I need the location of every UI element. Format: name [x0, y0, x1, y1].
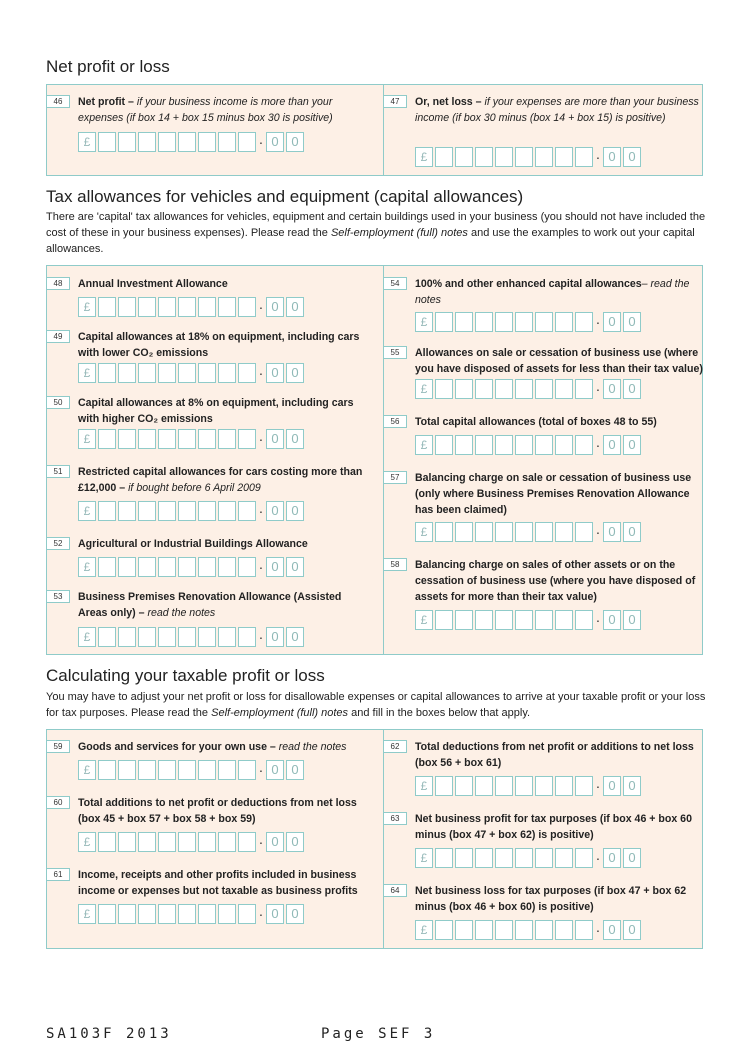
digit-box[interactable] — [178, 627, 196, 647]
digit-box[interactable] — [495, 920, 513, 940]
digit-box[interactable] — [158, 132, 176, 152]
digit-box[interactable] — [535, 848, 553, 868]
digit-box[interactable] — [455, 379, 473, 399]
field-label: Net business profit for tax purposes (if box 46 + box 60 minus (box 47 + box 62) is positive) — [415, 813, 692, 841]
currency-symbol: £ — [415, 379, 433, 399]
box-number: 46 — [46, 95, 70, 108]
intro-taxable: You may have to adjust your net profit or loss for disallowable expenses or capital allowances to arrive at your taxable profit or your loss for tax purposes. Please read the Self-employment (full) notes and fill in the boxes below that apply. — [46, 691, 706, 719]
pence-box: 0 — [603, 379, 621, 399]
field-label: Capital allowances at 18% on equipment, including cars with lower CO₂ emissions — [78, 331, 360, 359]
field-label: Total deductions from net profit or additions to net loss (box 56 + box 61) — [415, 741, 694, 769]
currency-symbol: £ — [415, 848, 433, 868]
digit-box[interactable] — [475, 920, 493, 940]
digit-box[interactable] — [435, 848, 453, 868]
digit-box[interactable] — [158, 557, 176, 577]
box-number: 64 — [383, 884, 407, 897]
digit-box[interactable] — [158, 363, 176, 383]
digit-box[interactable] — [98, 501, 116, 521]
digit-box[interactable] — [138, 363, 156, 383]
digit-box[interactable] — [118, 297, 136, 317]
digit-box[interactable] — [238, 627, 256, 647]
digit-box[interactable] — [455, 848, 473, 868]
digit-box[interactable] — [218, 627, 236, 647]
pence-box: 0 — [266, 760, 284, 780]
digit-box[interactable] — [198, 429, 216, 449]
digit-box[interactable] — [218, 297, 236, 317]
form-id: SA103F 2013 — [46, 1026, 172, 1042]
digit-box[interactable] — [535, 776, 553, 796]
field-label: Annual Investment Allowance — [78, 278, 228, 290]
digit-box[interactable] — [575, 776, 593, 796]
digit-box[interactable] — [118, 904, 136, 924]
currency-symbol: £ — [415, 776, 433, 796]
pence-box: 0 — [286, 557, 304, 577]
digit-box[interactable] — [198, 297, 216, 317]
digit-box[interactable] — [98, 132, 116, 152]
digit-box[interactable] — [495, 776, 513, 796]
digit-box[interactable] — [515, 435, 533, 455]
amount-input[interactable] — [78, 556, 306, 578]
amount-input[interactable] — [78, 759, 306, 781]
digit-box[interactable] — [575, 610, 593, 630]
digit-box[interactable] — [555, 848, 573, 868]
decimal-point: · — [258, 299, 264, 315]
digit-box[interactable] — [158, 627, 176, 647]
digit-box[interactable] — [98, 429, 116, 449]
decimal-point: · — [595, 778, 601, 794]
digit-box[interactable] — [475, 312, 493, 332]
digit-box[interactable] — [555, 312, 573, 332]
box-number: 53 — [46, 590, 70, 603]
decimal-point: · — [595, 381, 601, 397]
digit-box[interactable] — [455, 776, 473, 796]
field-label: Net business loss for tax purposes (if box 47 + box 62 minus (box 46 + box 60) is positive) — [415, 885, 687, 913]
box-number: 49 — [46, 330, 70, 343]
digit-box[interactable] — [435, 776, 453, 796]
pence-box: 0 — [623, 379, 641, 399]
digit-box[interactable] — [475, 776, 493, 796]
field-label: Total additions to net profit or deductions from net loss (box 45 + box 57 + box 58 + box 59) — [78, 797, 357, 825]
digit-box[interactable] — [218, 904, 236, 924]
digit-box[interactable] — [238, 832, 256, 852]
digit-box[interactable] — [178, 363, 196, 383]
digit-box[interactable] — [138, 904, 156, 924]
field-label: Balancing charge on sales of other assets or on the cessation of business use (where you have disposed of assets for more than their tax value) — [415, 559, 696, 603]
digit-box[interactable] — [535, 610, 553, 630]
decimal-point: · — [595, 524, 601, 540]
amount-input[interactable] — [415, 434, 643, 456]
currency-symbol: £ — [78, 297, 96, 317]
decimal-point: · — [258, 906, 264, 922]
digit-box[interactable] — [118, 501, 136, 521]
amount-input[interactable] — [415, 378, 643, 400]
digit-box[interactable] — [198, 760, 216, 780]
box-number: 62 — [383, 740, 407, 753]
digit-box[interactable] — [238, 557, 256, 577]
digit-box[interactable] — [218, 363, 236, 383]
digit-box[interactable] — [138, 501, 156, 521]
digit-box[interactable] — [495, 610, 513, 630]
currency-symbol: £ — [415, 920, 433, 940]
box-number: 60 — [46, 796, 70, 809]
amount-input[interactable] — [78, 626, 306, 648]
digit-box[interactable] — [178, 760, 196, 780]
decimal-point: · — [258, 559, 264, 575]
decimal-point: · — [595, 437, 601, 453]
pence-box: 0 — [603, 848, 621, 868]
pence-box: 0 — [286, 501, 304, 521]
digit-box[interactable] — [455, 522, 473, 542]
pence-box: 0 — [623, 522, 641, 542]
box-number: 47 — [383, 95, 407, 108]
amount-input[interactable] — [415, 919, 643, 941]
box-number: 63 — [383, 812, 407, 825]
digit-box[interactable] — [555, 379, 573, 399]
panel-divider — [383, 266, 384, 654]
box-number: 51 — [46, 465, 70, 478]
digit-box[interactable] — [535, 147, 553, 167]
pence-box: 0 — [286, 832, 304, 852]
pence-box: 0 — [266, 904, 284, 924]
box-number: 61 — [46, 868, 70, 881]
pence-box: 0 — [266, 557, 284, 577]
digit-box[interactable] — [575, 435, 593, 455]
digit-box[interactable] — [118, 363, 136, 383]
digit-box[interactable] — [455, 920, 473, 940]
currency-symbol: £ — [78, 501, 96, 521]
digit-box[interactable] — [118, 557, 136, 577]
digit-box[interactable] — [198, 132, 216, 152]
digit-box[interactable] — [238, 132, 256, 152]
field-label: Net profit – if your business income is more than your expenses (if box 14 + box 15 minus box 30 is positive) — [78, 96, 333, 124]
currency-symbol: £ — [415, 435, 433, 455]
digit-box[interactable] — [178, 557, 196, 577]
field-label: Total capital allowances (total of boxes 48 to 55) — [415, 416, 657, 428]
pence-box: 0 — [286, 363, 304, 383]
digit-box[interactable] — [515, 522, 533, 542]
digit-box[interactable] — [158, 760, 176, 780]
box-number: 50 — [46, 396, 70, 409]
pence-box: 0 — [623, 848, 641, 868]
pence-box: 0 — [286, 132, 304, 152]
digit-box[interactable] — [535, 379, 553, 399]
digit-box[interactable] — [118, 132, 136, 152]
pence-box: 0 — [266, 429, 284, 449]
page-number: Page SEF 3 — [321, 1026, 436, 1042]
field-label: Restricted capital allowances for cars costing more than £12,000 – if bought before 6 April 2009 — [78, 466, 363, 494]
pence-box: 0 — [603, 776, 621, 796]
digit-box[interactable] — [98, 297, 116, 317]
pence-box: 0 — [266, 501, 284, 521]
amount-input[interactable] — [415, 775, 643, 797]
decimal-point: · — [258, 134, 264, 150]
digit-box[interactable] — [218, 557, 236, 577]
amount-input[interactable] — [415, 311, 643, 333]
digit-box[interactable] — [575, 379, 593, 399]
digit-box[interactable] — [198, 363, 216, 383]
pence-box: 0 — [603, 312, 621, 332]
amount-input[interactable] — [415, 146, 643, 168]
digit-box[interactable] — [118, 429, 136, 449]
field-label: Capital allowances at 8% on equipment, including cars with higher CO₂ emissions — [78, 397, 354, 425]
digit-box[interactable] — [138, 557, 156, 577]
digit-box[interactable] — [515, 379, 533, 399]
digit-box[interactable] — [435, 379, 453, 399]
decimal-point: · — [258, 365, 264, 381]
currency-symbol: £ — [78, 557, 96, 577]
digit-box[interactable] — [138, 429, 156, 449]
currency-symbol: £ — [415, 312, 433, 332]
digit-box[interactable] — [475, 610, 493, 630]
digit-box[interactable] — [178, 132, 196, 152]
digit-box[interactable] — [515, 848, 533, 868]
digit-box[interactable] — [98, 557, 116, 577]
field-label: Goods and services for your own use – read the notes — [78, 741, 347, 753]
digit-box[interactable] — [98, 904, 116, 924]
digit-box[interactable] — [555, 610, 573, 630]
pence-box: 0 — [266, 832, 284, 852]
digit-box[interactable] — [435, 610, 453, 630]
digit-box[interactable] — [535, 920, 553, 940]
digit-box[interactable] — [475, 848, 493, 868]
digit-box[interactable] — [178, 904, 196, 924]
digit-box[interactable] — [575, 920, 593, 940]
pence-box: 0 — [623, 435, 641, 455]
digit-box[interactable] — [535, 435, 553, 455]
digit-box[interactable] — [575, 312, 593, 332]
pence-box: 0 — [266, 363, 284, 383]
currency-symbol: £ — [78, 363, 96, 383]
digit-box[interactable] — [575, 848, 593, 868]
digit-box[interactable] — [495, 435, 513, 455]
box-number: 59 — [46, 740, 70, 753]
decimal-point: · — [258, 629, 264, 645]
currency-symbol: £ — [78, 832, 96, 852]
digit-box[interactable] — [575, 522, 593, 542]
box-number: 48 — [46, 277, 70, 290]
pence-box: 0 — [266, 132, 284, 152]
currency-symbol: £ — [415, 522, 433, 542]
digit-box[interactable] — [455, 610, 473, 630]
digit-box[interactable] — [455, 147, 473, 167]
amount-input[interactable] — [78, 428, 306, 450]
box-number: 55 — [383, 346, 407, 359]
section-heading-net: Net profit or loss — [46, 57, 170, 76]
digit-box[interactable] — [118, 832, 136, 852]
decimal-point: · — [595, 314, 601, 330]
digit-box[interactable] — [435, 147, 453, 167]
section-heading-taxable: Calculating your taxable profit or loss — [46, 666, 325, 685]
pence-box: 0 — [286, 429, 304, 449]
digit-box[interactable] — [555, 522, 573, 542]
field-label: Balancing charge on sale or cessation of business use (only where Business Premises Renovation Allowance has been claimed) — [415, 472, 692, 516]
digit-box[interactable] — [455, 312, 473, 332]
box-number: 52 — [46, 537, 70, 550]
box-number: 54 — [383, 277, 407, 290]
pence-box: 0 — [286, 760, 304, 780]
digit-box[interactable] — [435, 522, 453, 542]
digit-box[interactable] — [435, 312, 453, 332]
digit-box[interactable] — [138, 832, 156, 852]
pence-box: 0 — [623, 312, 641, 332]
intro-capital: There are 'capital' tax allowances for vehicles, equipment and certain buildings used in your business (you should not have included the cost of these in your business expenses). Please read the Self-employment (full) notes and use the examples to work out your capital allowances. — [46, 211, 706, 255]
digit-box[interactable] — [435, 920, 453, 940]
pence-box: 0 — [286, 904, 304, 924]
digit-box[interactable] — [475, 379, 493, 399]
digit-box[interactable] — [178, 501, 196, 521]
digit-box[interactable] — [158, 501, 176, 521]
pence-box: 0 — [603, 920, 621, 940]
digit-box[interactable] — [555, 147, 573, 167]
digit-box[interactable] — [98, 832, 116, 852]
currency-symbol: £ — [415, 610, 433, 630]
digit-box[interactable] — [198, 832, 216, 852]
digit-box[interactable] — [238, 904, 256, 924]
digit-box[interactable] — [178, 832, 196, 852]
field-label: Allowances on sale or cessation of business use (where you have disposed of assets for less than their tax value) — [415, 347, 703, 375]
digit-box[interactable] — [515, 147, 533, 167]
digit-box[interactable] — [455, 435, 473, 455]
digit-box[interactable] — [138, 627, 156, 647]
field-label: Agricultural or Industrial Buildings Allowance — [78, 538, 308, 550]
digit-box[interactable] — [198, 501, 216, 521]
currency-symbol: £ — [78, 132, 96, 152]
digit-box[interactable] — [198, 627, 216, 647]
digit-box[interactable] — [475, 435, 493, 455]
digit-box[interactable] — [238, 363, 256, 383]
box-number: 58 — [383, 558, 407, 571]
currency-symbol: £ — [415, 147, 433, 167]
digit-box[interactable] — [555, 435, 573, 455]
pence-box: 0 — [603, 610, 621, 630]
digit-box[interactable] — [198, 904, 216, 924]
digit-box[interactable] — [238, 501, 256, 521]
amount-input[interactable] — [78, 296, 306, 318]
decimal-point: · — [258, 503, 264, 519]
digit-box[interactable] — [515, 312, 533, 332]
digit-box[interactable] — [238, 429, 256, 449]
digit-box[interactable] — [98, 363, 116, 383]
amount-input[interactable] — [415, 847, 643, 869]
decimal-point: · — [258, 762, 264, 778]
digit-box[interactable] — [555, 920, 573, 940]
digit-box[interactable] — [238, 760, 256, 780]
pence-box: 0 — [603, 147, 621, 167]
decimal-point: · — [258, 431, 264, 447]
amount-input[interactable] — [78, 831, 306, 853]
amount-input[interactable] — [78, 903, 306, 925]
digit-box[interactable] — [98, 760, 116, 780]
digit-box[interactable] — [218, 501, 236, 521]
digit-box[interactable] — [218, 132, 236, 152]
digit-box[interactable] — [218, 832, 236, 852]
pence-box: 0 — [603, 522, 621, 542]
decimal-point: · — [595, 149, 601, 165]
digit-box[interactable] — [515, 920, 533, 940]
digit-box[interactable] — [535, 522, 553, 542]
amount-input[interactable] — [415, 521, 643, 543]
digit-box[interactable] — [495, 312, 513, 332]
digit-box[interactable] — [515, 610, 533, 630]
pence-box: 0 — [266, 297, 284, 317]
field-label: Or, net loss – if your expenses are more than your business income (if box 30 minus (box 14 + box 15) is positive) — [415, 96, 699, 124]
digit-box[interactable] — [475, 147, 493, 167]
decimal-point: · — [595, 922, 601, 938]
digit-box[interactable] — [118, 627, 136, 647]
pence-box: 0 — [603, 435, 621, 455]
amount-input[interactable] — [415, 609, 643, 631]
digit-box[interactable] — [475, 522, 493, 542]
box-number: 57 — [383, 471, 407, 484]
pence-box: 0 — [286, 297, 304, 317]
digit-box[interactable] — [118, 760, 136, 780]
decimal-point: · — [258, 834, 264, 850]
digit-box[interactable] — [495, 848, 513, 868]
digit-box[interactable] — [238, 297, 256, 317]
currency-symbol: £ — [78, 904, 96, 924]
digit-box[interactable] — [435, 435, 453, 455]
pence-box: 0 — [623, 147, 641, 167]
digit-box[interactable] — [495, 147, 513, 167]
pence-box: 0 — [623, 610, 641, 630]
field-label: 100% and other enhanced capital allowances– read the notes — [415, 278, 690, 306]
digit-box[interactable] — [98, 627, 116, 647]
digit-box[interactable] — [158, 832, 176, 852]
digit-box[interactable] — [138, 760, 156, 780]
digit-box[interactable] — [138, 132, 156, 152]
amount-input[interactable] — [78, 500, 306, 522]
digit-box[interactable] — [178, 297, 196, 317]
digit-box[interactable] — [535, 312, 553, 332]
digit-box[interactable] — [495, 379, 513, 399]
currency-symbol: £ — [78, 760, 96, 780]
field-label: Income, receipts and other profits included in business income or expenses but not taxable as business profits — [78, 869, 358, 897]
digit-box[interactable] — [495, 522, 513, 542]
amount-input[interactable] — [78, 362, 306, 384]
amount-input[interactable] — [78, 131, 306, 153]
digit-box[interactable] — [515, 776, 533, 796]
pence-box: 0 — [623, 920, 641, 940]
panel-divider — [383, 730, 384, 948]
digit-box[interactable] — [555, 776, 573, 796]
pence-box: 0 — [286, 627, 304, 647]
digit-box[interactable] — [575, 147, 593, 167]
digit-box[interactable] — [158, 904, 176, 924]
digit-box[interactable] — [158, 429, 176, 449]
digit-box[interactable] — [158, 297, 176, 317]
digit-box[interactable] — [138, 297, 156, 317]
decimal-point: · — [595, 850, 601, 866]
digit-box[interactable] — [218, 760, 236, 780]
box-number: 56 — [383, 415, 407, 428]
pence-box: 0 — [266, 627, 284, 647]
digit-box[interactable] — [218, 429, 236, 449]
field-label: Business Premises Renovation Allowance (Assisted Areas only) – read the notes — [78, 591, 342, 619]
section-heading-capital: Tax allowances for vehicles and equipment (capital allowances) — [46, 187, 524, 206]
currency-symbol: £ — [78, 627, 96, 647]
pence-box: 0 — [623, 776, 641, 796]
currency-symbol: £ — [78, 429, 96, 449]
digit-box[interactable] — [178, 429, 196, 449]
decimal-point: · — [595, 612, 601, 628]
digit-box[interactable] — [198, 557, 216, 577]
